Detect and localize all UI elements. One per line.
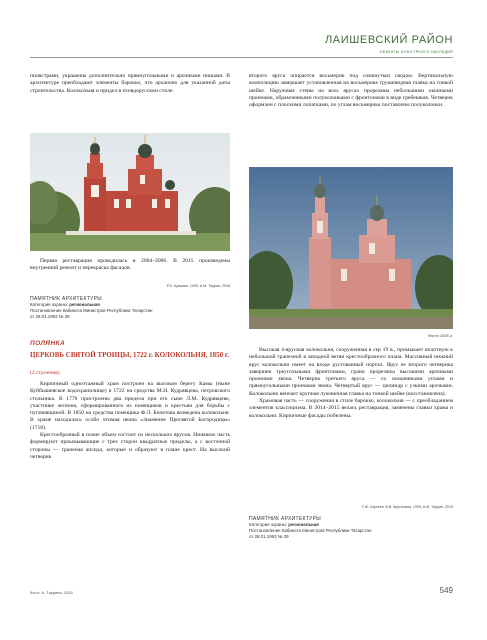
monument-heading: ПАМЯТНИК АРХИТЕКТУРЫ <box>30 296 102 302</box>
photo-credit-2: Г.Ж. Сергеев, В.В. Крутилина, 1999; А.М. Таурин, 2015 <box>361 505 453 509</box>
church-subtitle: (2 строения) <box>30 370 60 376</box>
monument-info-2 <box>249 516 453 540</box>
category-value: региональная <box>69 302 100 307</box>
belltower-paragraph-2: Храмовая часть — сооружения в стиле барокко, колокольня — с преобладанием элементов классицизма. В 2014–2015 велась реставрация, заменены главки храма и колокольни. Кирпичные фасады побелены. <box>249 398 453 419</box>
category-value: региональная <box>288 522 319 527</box>
decree-text: Постановление Кабинета Министров Республики Татарстан <box>249 528 372 533</box>
church-history-text <box>30 381 230 461</box>
church-photo-1 <box>30 133 230 251</box>
decree-date: от 28.01.1993 № 39 <box>249 534 289 539</box>
right-intro-text <box>249 73 453 109</box>
church-title: ЦЕРКОВЬ СВЯТОЙ ТРОИЦЫ, 1722 г. КОЛОКОЛЬНЯ, 1850 г. <box>30 351 230 359</box>
architecture-paragraph: второго яруса опирается восьмерик под сомкнутым сводом. Вертикальную композицию завершает установленная на восьмерике грушевидная главка на тонкой шейке. Наружные стены на всех ярусах прорезаны небольшими оконными проемами, обрамленными полуколонками с фронтонами в виде гребешков. Четверик оформлен с плоскими лопатками, по углам восьмерика поставлены полуколонки. <box>249 73 453 109</box>
monument-heading: ПАМЯТНИК АРХИТЕКТУРЫ <box>249 516 321 522</box>
intro-paragraph: пилястрами, украшены дополнительно прямоугольными и арочными нишами. В архитектуре преобладают элементы барокко, что архаично для указанной даты строительства. Колокольня и придел в псевдорусском стиле. <box>30 73 230 94</box>
decree-date: от 28.01.1993 № 39 <box>30 314 70 319</box>
restoration-paragraph: Первая реставрация проводилась в 2004–2006. В 2015 произведены внутренний ремонт и перекраска фасадов. <box>30 258 230 272</box>
category-label: Категория охраны: <box>30 302 69 307</box>
photo-credit-1: Р.Х. Кузьмин, 1999; А.М. Таурин, 2018 <box>166 284 230 288</box>
photo-caption: Фото 2005 г. <box>427 333 453 338</box>
church-photo-2 <box>249 167 453 329</box>
left-intro-text <box>30 73 230 95</box>
page-number: 549 <box>439 586 453 595</box>
belltower-paragraph-1: Высокая 4-ярусная колокольня, сооруженная в сер 19 в., примыкает вплотную к небольшой трапезной в западной ветви крестообразного плана. Массивный нижний ярус колокольни имеет на входе рустованный портал. Ярус ее второго четверика завершен треугольными фронтонами, грани прорезаны высокими арочными проемами звона. Четверик третьего яруса — со скошенными углами и прямоугольными проемами звона. Четвертый ярус — цилиндр с узкими арочками. Колокольню венчает крупная луковичная главка на тонкой шейке (восстановлена). <box>249 347 453 397</box>
monument-info-1 <box>30 296 230 320</box>
header-divider <box>30 57 453 58</box>
footer-photo-credit: Фото: А. Таурина, 2015 <box>30 590 73 595</box>
district-subtitle: ОБЪЕКТЫ КУЛЬТУРНОГО НАСЛЕДИЯ <box>379 50 453 54</box>
belltower-text <box>249 347 453 420</box>
history-paragraph-1: Кирпичный одноэтажный храм построен на высоком берегу Камы (ныне Куйбышевское водохранилище) в 1722 на средства М.Н. Кудрявцева, петровского стольника. В 1776 пристроены два придела при его сыне Л.М. Кудрявцеве, участнике легиона, сформированного из помещиков и крестьян для борьбы с пугачевщиной. В 1850 на средства помещика Ф.Л. Билетова возведена колокольня. В храме находилась особо чтимая икона «Знамение Пресвятой Богородицы» (1718). <box>30 381 230 431</box>
decree-text: Постановление Кабинета Министров Республики Татарстан <box>30 308 153 313</box>
restoration-text <box>30 258 230 273</box>
district-title: ЛАИШЕВСКИЙ РАЙОН <box>324 34 453 46</box>
history-paragraph-2: Крестообразный в плане объем состоит из нескольких ярусов. Нижнюю часть формируют приымывающие с трех сторон квадратные приделы, а с восточной стороны — граненая апсида, которые и образуют в плане крест. На высокий четверик <box>30 432 230 460</box>
village-name: ПОЛЯНКА <box>30 340 66 347</box>
category-label: Категория охраны: <box>249 522 288 527</box>
